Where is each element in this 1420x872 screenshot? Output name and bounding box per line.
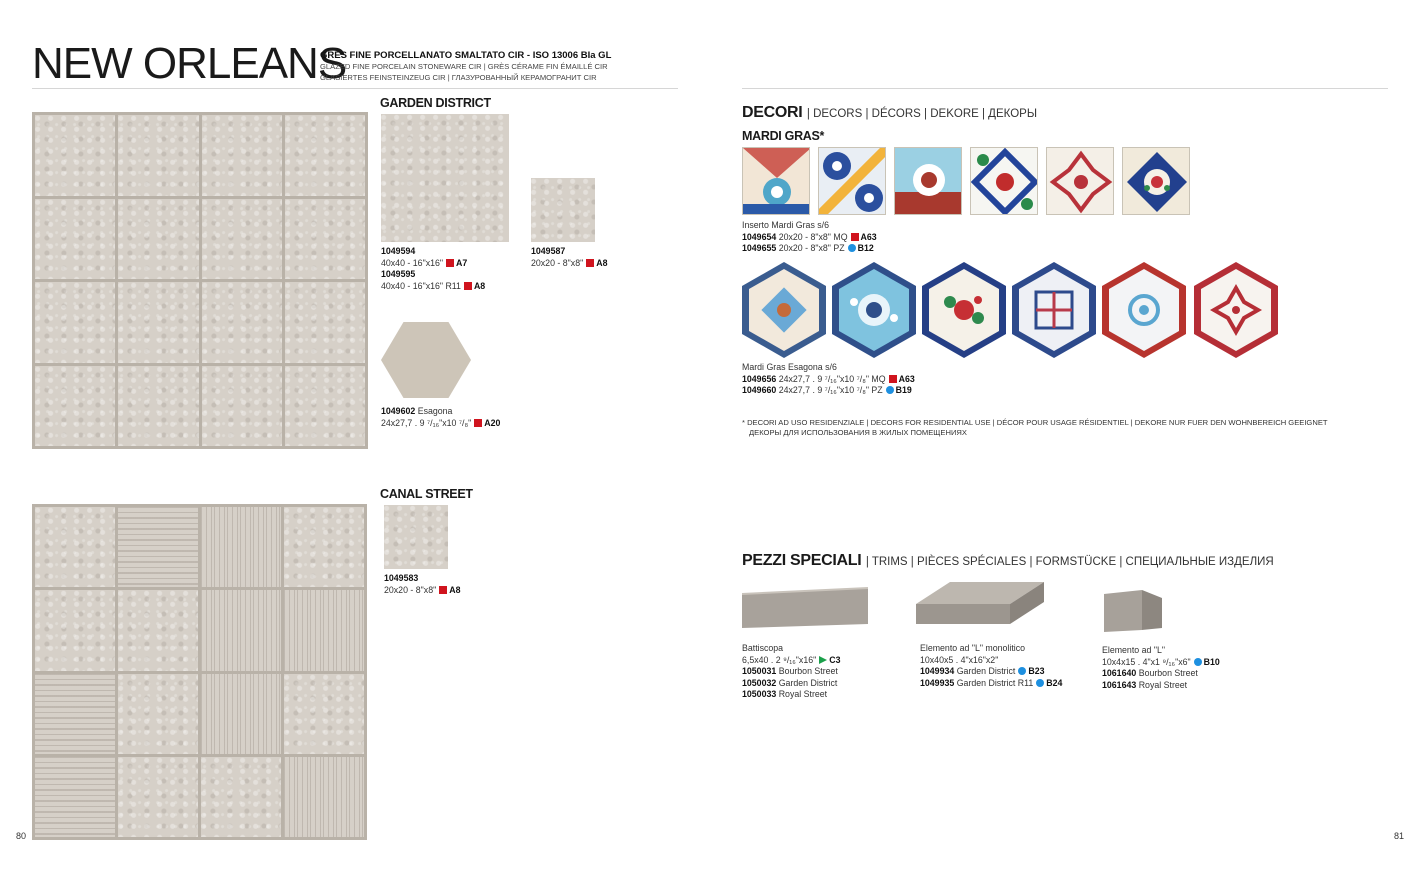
mardi-gras-hex-decor-4 [1012,262,1096,358]
blue-circle-icon [886,386,894,394]
product-variant: Garden District R11 [956,677,1034,688]
blue-circle-icon [1194,658,1202,666]
mardi-gras-hex-decor-6 [1194,262,1278,358]
product-name: Esagona [417,406,453,416]
subtitle-line-1: GRES FINE PORCELLANATO SMALTATO CIR - ISO 13006 BIa GL [320,50,612,61]
elemento-l-monolitico-caption [920,643,1062,689]
canal-street-20x20-swatch [384,505,448,569]
footnote-line-2: ДЕКОРЫ ДЛЯ ИСПОЛЬЗОВАНИЯ В ЖИЛЫХ ПОМЕЩЕНИЯХ [749,427,967,437]
product-variant: Garden District [956,666,1016,676]
badge-code: A63 [898,373,915,384]
product-code: 1049583 [384,573,419,583]
product-size: 6,5x40 . 2 ⁹/₁₆"x16" [742,654,817,665]
garden-district-heading: GARDEN DISTRICT [380,96,491,110]
square-decor-set-label: Inserto Mardi Gras s/6 [742,220,830,230]
pezzi-heading-translations: TRIMS | PIÈCES SPÉCIALES | FORMSTÜCKE | СПЕЦИАЛЬНЫЕ ИЗДЕЛИЯ [871,556,1274,568]
decori-heading-translations: DECORS | DÉCORS | DEKORE | ДЕКОРЫ [813,108,1038,120]
hex-decor-caption [742,362,915,397]
product-code: 1049656 [742,373,777,384]
green-triangle-icon [819,656,827,664]
product-code: 1049934 [920,666,955,676]
badge-code: A8 [449,584,461,595]
badge-code: A20 [484,417,501,428]
product-name: Elemento ad "L" [1102,645,1165,655]
badge-code: A8 [473,280,486,291]
product-code: 1049602 [381,406,416,416]
product-variant: Royal Street [778,689,828,699]
elemento-l-image [1102,588,1164,634]
blue-circle-icon [1036,679,1044,687]
mardi-gras-square-decor-5 [1046,147,1114,215]
product-size: 24x27,7 . 9 ⁷/₁₆"x10 ⁷/₈" PZ [778,385,883,395]
product-size: 40x40 - 16"x16" [381,257,443,268]
product-variant: Bourbon Street [1138,668,1198,678]
badge-code: C3 [829,654,841,665]
product-code: 1061643 [1102,679,1137,690]
product-code: 1050031 [742,666,777,676]
garden-district-20x20-swatch [531,178,595,242]
battiscopa-caption [742,643,841,701]
mardi-gras-hex-decor-3 [922,262,1006,358]
product-name: Battiscopa [742,643,784,653]
canal-street-floor-image [32,504,367,840]
red-square-icon [851,233,859,241]
hex-decor-set-label: Mardi Gras Esagona s/6 [742,362,837,372]
product-code: 1049594 [381,246,416,256]
header-divider [32,88,678,89]
subtitle-line-3: GLASIERTES FEINSTEINZEUG CIR | ГЛАЗУРОВАННЫЙ КЕРАМОГРАНИТ CIR [320,73,597,82]
product-code: 1050032 [742,677,777,688]
garden-district-40x40-caption [381,246,485,292]
decori-heading: DECORI | DECORS | DÉCORS | DEKORE | ДЕКОРЫ [742,104,1038,121]
garden-district-20x20-caption [531,246,607,269]
pezzi-heading-main: PEZZI SPECIALI [742,552,862,569]
product-code: 1061640 [1102,668,1137,678]
mardi-gras-hex-decor-2 [832,262,916,358]
red-square-icon [446,259,454,267]
material-subtitle [320,50,611,83]
canal-street-caption [384,573,460,596]
mardi-gras-heading: MARDI GRAS* [742,129,825,143]
badge-code: A63 [860,231,877,242]
red-square-icon [889,375,897,383]
page-number-right: 81 [1394,831,1405,841]
garden-district-floor-image [32,112,368,449]
product-code: 1049595 [381,269,416,279]
product-variant: Bourbon Street [778,666,838,676]
product-name: Elemento ad "L" monolitico [920,643,1026,653]
badge-code: A7 [456,257,468,268]
battiscopa-image [742,586,868,628]
garden-district-40x40-swatch [381,114,509,242]
product-size: 20x20 - 8"x8" PZ [778,243,845,253]
product-size: 20x20 - 8"x8" [531,257,584,268]
mardi-gras-square-decor-6 [1122,147,1190,215]
mardi-gras-hex-decor-5 [1102,262,1186,358]
product-code: 1049660 [742,385,777,395]
product-size: 24x27,7 . 9 ⁷/₁₆"x10 ⁷/₈" [381,417,472,428]
mardi-gras-square-decor-1 [742,147,810,215]
product-variant: Garden District [778,677,838,688]
elemento-l-caption [1102,645,1220,691]
product-code: 1050033 [742,689,777,699]
product-size: 24x27,7 . 9 ⁷/₁₆"x10 ⁷/₈" MQ [778,373,886,384]
page-title: NEW ORLEANS [32,39,347,88]
badge-code: B12 [857,243,874,253]
mardi-gras-hex-decor-1 [742,262,826,358]
canal-street-heading: CANAL STREET [380,487,473,501]
footnote-line-1: * DECORI AD USO RESIDENZIALE | DECORS FOR RESIDENTIAL USE | DÉCOR POUR USAGE RÉSIDENTIEL | DEKORE NUR FUER DEN WOHNBEREICH GEEIGNET [742,418,1328,427]
product-code: 1049587 [531,246,566,256]
garden-district-hexagon-swatch [381,322,471,398]
product-size: 10x40x5 . 4"x16"x2" [920,654,999,665]
product-size: 40x40 - 16"x16" R11 [381,280,461,291]
red-square-icon [439,586,447,594]
residential-use-footnote [742,418,1328,437]
red-square-icon [586,259,594,267]
product-code: 1049935 [920,677,955,688]
badge-code: B10 [1203,656,1220,667]
subtitle-line-2: GLAZED FINE PORCELAIN STONEWARE CIR | GRÈS CÉRAME FIN ÉMAILLÉ CIR [320,62,608,71]
badge-code: A8 [596,257,608,268]
square-decor-caption [742,220,877,255]
badge-code: B23 [1028,666,1045,676]
page-number-left: 80 [16,831,27,841]
decori-heading-main: DECORI [742,104,803,121]
product-size: 20x20 - 8"x8" [384,584,437,595]
red-square-icon [464,282,472,290]
product-size: 10x4x15 . 4"x1 ⁹/₁₆"x6" [1102,656,1191,667]
pezzi-speciali-heading: PEZZI SPECIALI | TRIMS | PIÈCES SPÉCIALES | FORMSTÜCKE | СПЕЦИАЛЬНЫЕ ИЗДЕЛИЯ [742,552,1274,569]
garden-district-hexagon-caption [381,406,500,429]
badge-code: B19 [895,385,912,395]
product-size: 20x20 - 8"x8" MQ [778,231,848,242]
blue-circle-icon [1018,667,1026,675]
red-square-icon [474,419,482,427]
mardi-gras-square-decor-3 [894,147,962,215]
badge-code: B24 [1046,677,1063,688]
mardi-gras-square-decor-2 [818,147,886,215]
blue-circle-icon [848,244,856,252]
product-code: 1049654 [742,231,777,242]
mardi-gras-square-decor-4 [970,147,1038,215]
right-header-divider [742,88,1388,89]
product-code: 1049655 [742,243,777,253]
product-variant: Royal Street [1138,679,1188,690]
elemento-l-monolitico-image [914,576,1046,632]
